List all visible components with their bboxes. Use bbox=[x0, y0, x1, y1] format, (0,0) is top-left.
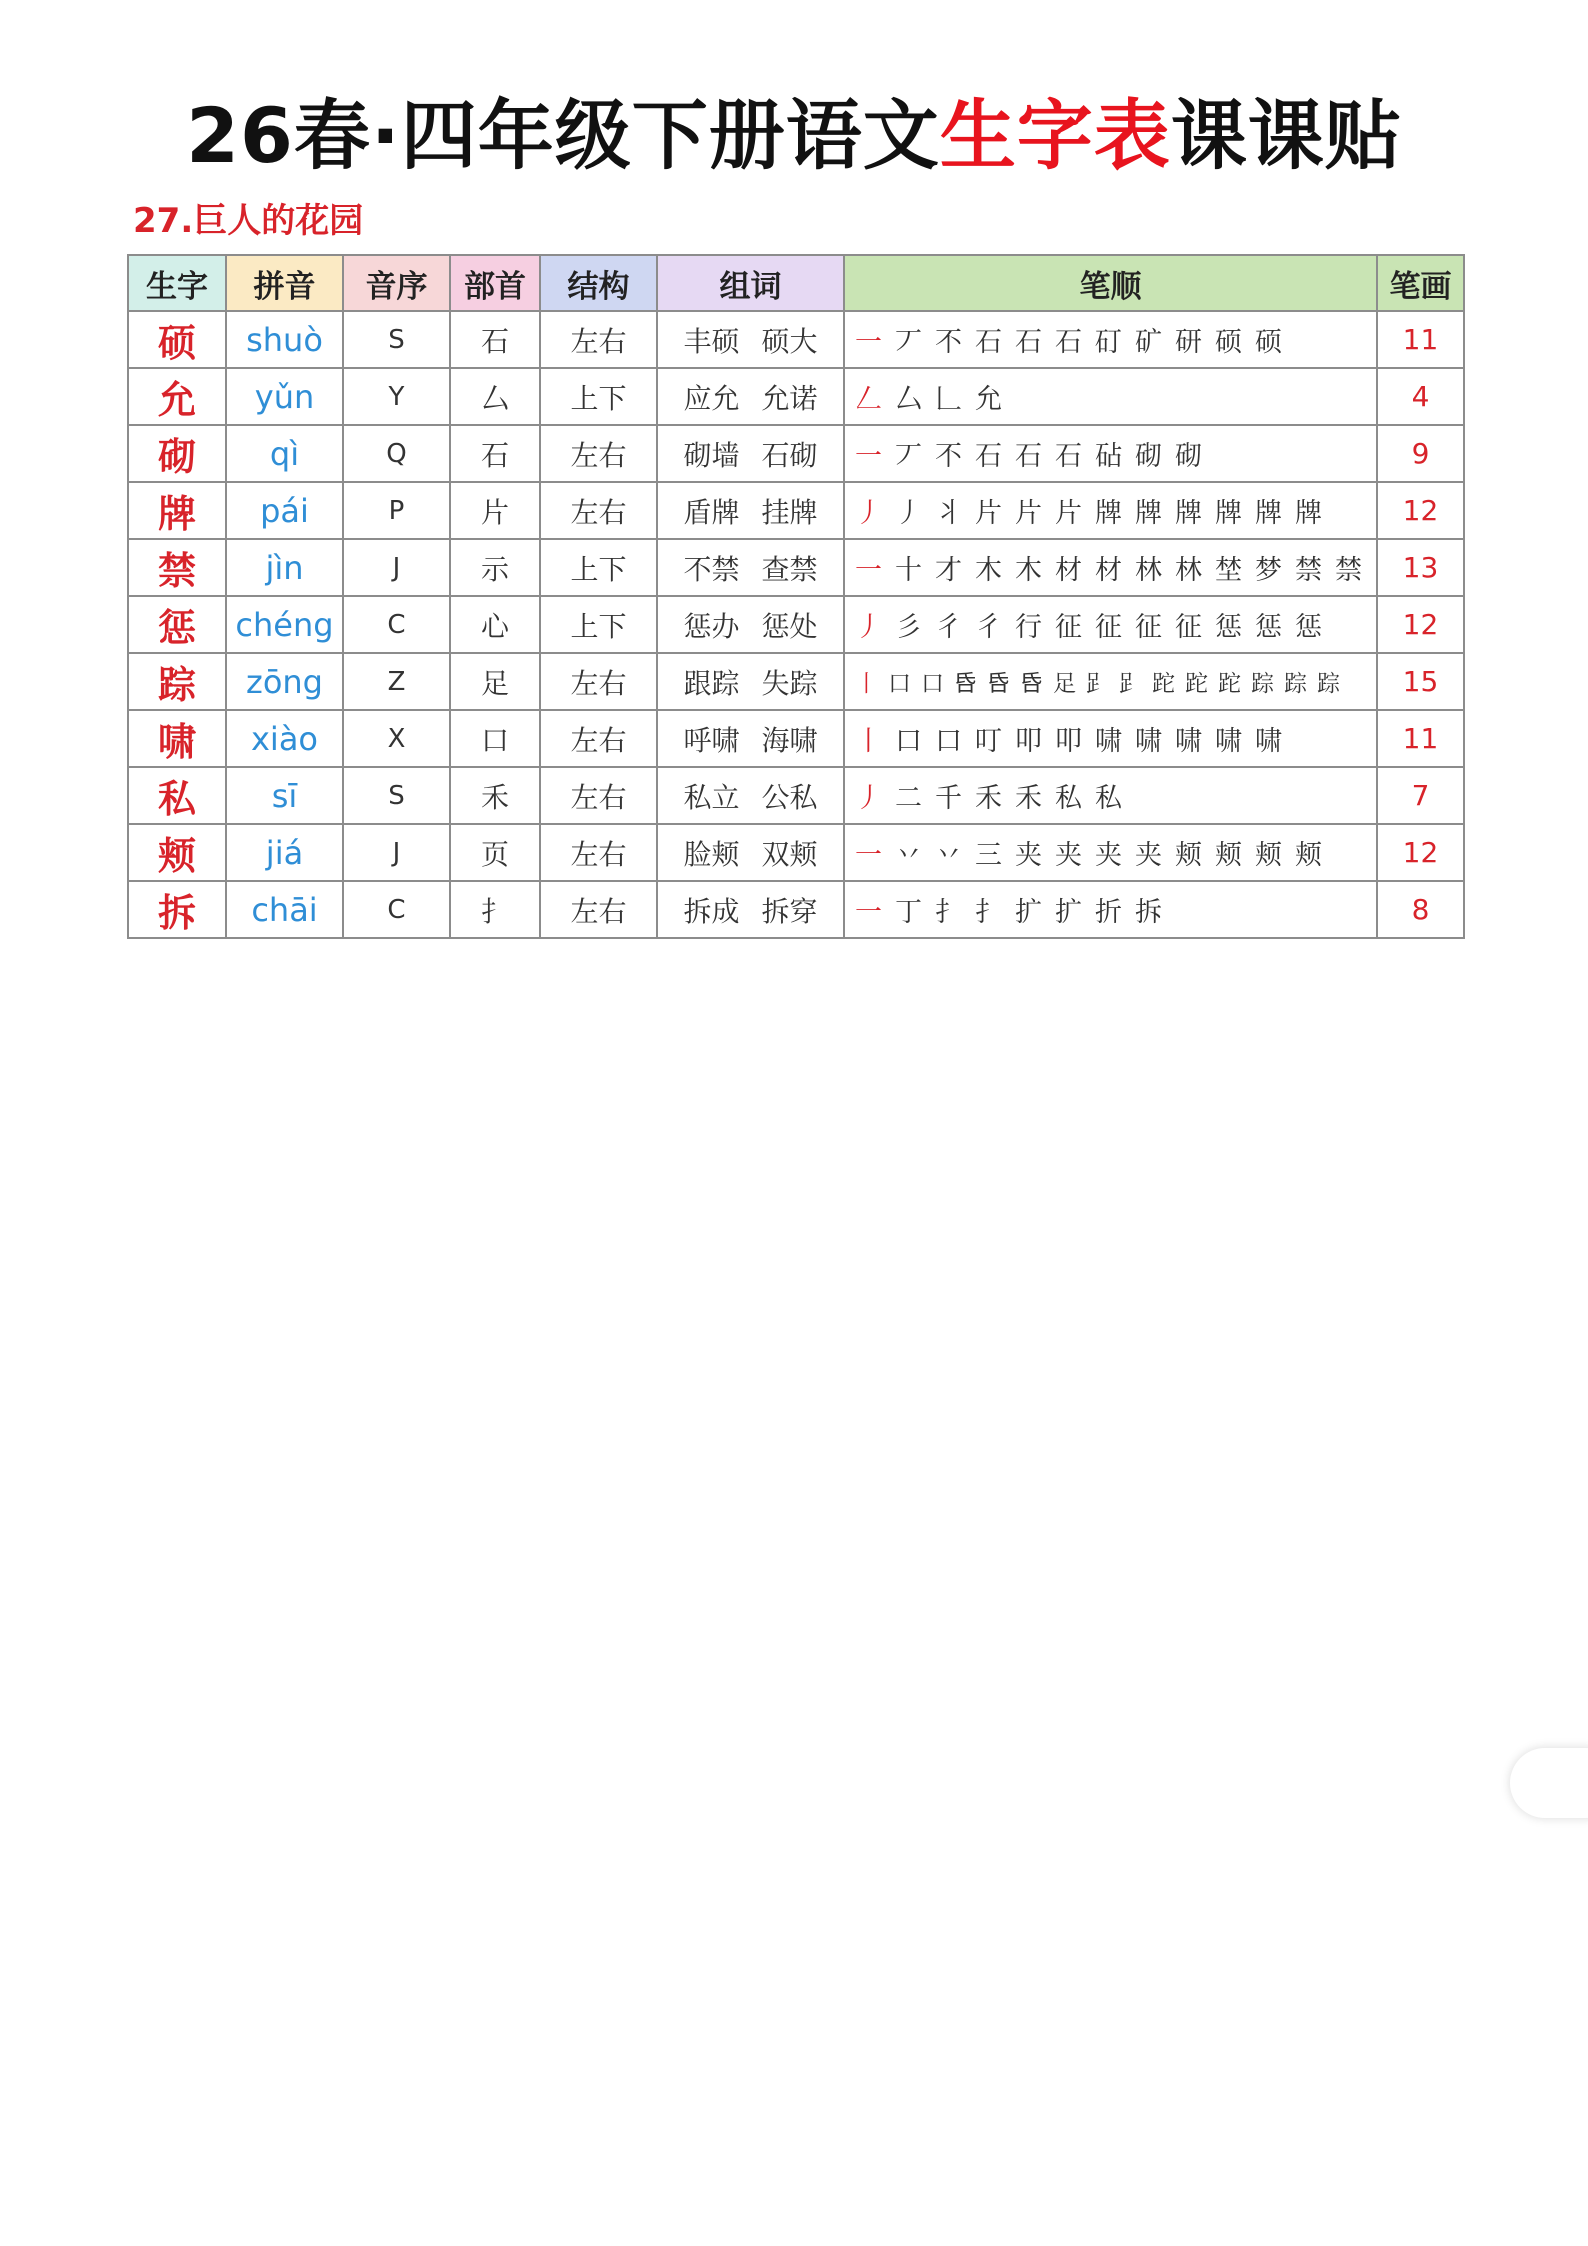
stroke-count-cell: 12 bbox=[1377, 824, 1464, 881]
stroke-step: 拆 bbox=[1135, 897, 1162, 928]
character-cell: 牌 bbox=[128, 482, 226, 539]
stroke-step: 夹 bbox=[1055, 840, 1082, 871]
stroke-step: 啸 bbox=[1175, 726, 1202, 757]
word: 应允 bbox=[683, 381, 740, 415]
phonetic-index-cell: S bbox=[343, 311, 450, 368]
structure-cell: 左右 bbox=[540, 425, 657, 482]
stroke-step: 石 bbox=[1055, 327, 1082, 358]
stroke-order-cell bbox=[844, 539, 1377, 596]
table-row bbox=[128, 596, 1464, 653]
table-row bbox=[128, 539, 1464, 596]
word: 查禁 bbox=[761, 552, 818, 586]
pinyin-cell: pái bbox=[226, 482, 343, 539]
pinyin-cell: jiá bbox=[226, 824, 343, 881]
stroke-step: 丷 bbox=[935, 840, 962, 871]
stroke-step: 口 bbox=[888, 671, 911, 697]
stroke-step: 研 bbox=[1175, 327, 1202, 358]
structure-cell: 左右 bbox=[540, 482, 657, 539]
stroke-order-cell bbox=[844, 482, 1377, 539]
radical-cell: 示 bbox=[450, 539, 540, 596]
stroke-step: 丿 bbox=[855, 783, 882, 814]
column-header: 笔顺 bbox=[844, 255, 1377, 311]
lesson-title: 27.巨人的花园 bbox=[133, 201, 364, 241]
word: 拆成 bbox=[683, 894, 740, 928]
stroke-step: 扩 bbox=[1015, 897, 1042, 928]
stroke-step: 牌 bbox=[1255, 498, 1282, 529]
stroke-step: 二 bbox=[895, 783, 922, 814]
stroke-step: 矴 bbox=[1095, 327, 1122, 358]
phonetic-index-cell: S bbox=[343, 767, 450, 824]
character-cell: 拆 bbox=[128, 881, 226, 938]
phonetic-index-cell: J bbox=[343, 824, 450, 881]
stroke-count-cell: 4 bbox=[1377, 368, 1464, 425]
character-cell: 硕 bbox=[128, 311, 226, 368]
character-cell: 惩 bbox=[128, 596, 226, 653]
stroke-step: 颊 bbox=[1295, 840, 1322, 871]
pinyin-cell: xiào bbox=[226, 710, 343, 767]
pinyin-cell: qì bbox=[226, 425, 343, 482]
stroke-step: 禁 bbox=[1295, 555, 1322, 586]
stroke-step: 𠃊 bbox=[935, 384, 962, 415]
stroke-order-cell bbox=[844, 368, 1377, 425]
table-row bbox=[128, 482, 1464, 539]
table-row bbox=[128, 425, 1464, 482]
stroke-step: 丆 bbox=[895, 327, 922, 358]
word: 呼啸 bbox=[683, 723, 740, 757]
stroke-step: 木 bbox=[975, 555, 1002, 586]
pinyin-cell: chāi bbox=[226, 881, 343, 938]
phonetic-index-cell: Y bbox=[343, 368, 450, 425]
stroke-step: 石 bbox=[1015, 327, 1042, 358]
stroke-step: 彳 bbox=[935, 612, 962, 643]
stroke-step: 允 bbox=[975, 384, 1002, 415]
pinyin-cell: yǔn bbox=[226, 368, 343, 425]
word: 不禁 bbox=[683, 552, 740, 586]
stroke-step: 颊 bbox=[1175, 840, 1202, 871]
structure-cell: 左右 bbox=[540, 881, 657, 938]
stroke-step: 叮 bbox=[975, 726, 1002, 757]
stroke-step: 扌 bbox=[935, 897, 962, 928]
stroke-step: 不 bbox=[935, 441, 962, 472]
stroke-step: 丿 bbox=[895, 498, 922, 529]
column-header: 组词 bbox=[657, 255, 844, 311]
structure-cell: 上下 bbox=[540, 368, 657, 425]
stroke-order-cell bbox=[844, 311, 1377, 368]
word: 私立 bbox=[683, 780, 740, 814]
stroke-step: 私 bbox=[1095, 783, 1122, 814]
stroke-step: 一 bbox=[855, 897, 882, 928]
stroke-step: 啸 bbox=[1255, 726, 1282, 757]
stroke-step: 林 bbox=[1175, 555, 1202, 586]
stroke-step: 口 bbox=[895, 726, 922, 757]
phonetic-index-cell: C bbox=[343, 881, 450, 938]
stroke-step: 埜 bbox=[1215, 555, 1242, 586]
words-cell bbox=[657, 653, 844, 710]
stroke-step: 惩 bbox=[1215, 612, 1242, 643]
words-cell bbox=[657, 881, 844, 938]
word: 失踪 bbox=[761, 666, 818, 700]
stroke-step: 硕 bbox=[1215, 327, 1242, 358]
phonetic-index-cell: X bbox=[343, 710, 450, 767]
stroke-step: 一 bbox=[855, 327, 882, 358]
page-title bbox=[0, 86, 1588, 186]
stroke-step: 口 bbox=[921, 671, 944, 697]
words-cell bbox=[657, 767, 844, 824]
stroke-count-cell: 11 bbox=[1377, 710, 1464, 767]
table-row bbox=[128, 653, 1464, 710]
word: 盾牌 bbox=[683, 495, 740, 529]
stroke-count-cell: 11 bbox=[1377, 311, 1464, 368]
stroke-count-cell: 9 bbox=[1377, 425, 1464, 482]
stroke-step: 𧾷 bbox=[1086, 671, 1109, 697]
word: 拆穿 bbox=[761, 894, 818, 928]
radical-cell: 页 bbox=[450, 824, 540, 881]
table-row bbox=[128, 767, 1464, 824]
word: 石砌 bbox=[761, 438, 818, 472]
stroke-order-cell bbox=[844, 653, 1377, 710]
stroke-step: 千 bbox=[935, 783, 962, 814]
words-cell bbox=[657, 482, 844, 539]
stroke-step: 𧾷 bbox=[1119, 671, 1142, 697]
table-row bbox=[128, 710, 1464, 767]
stroke-step: 砌 bbox=[1135, 441, 1162, 472]
stroke-step: 彡 bbox=[895, 612, 922, 643]
stroke-step: 牌 bbox=[1175, 498, 1202, 529]
stroke-step: 一 bbox=[855, 555, 882, 586]
stroke-step: 丬 bbox=[935, 498, 962, 529]
stroke-order-cell bbox=[844, 767, 1377, 824]
structure-cell: 左右 bbox=[540, 710, 657, 767]
character-cell: 私 bbox=[128, 767, 226, 824]
stroke-step: 颊 bbox=[1215, 840, 1242, 871]
structure-cell: 左右 bbox=[540, 824, 657, 881]
stroke-step: 一 bbox=[855, 840, 882, 871]
table-row bbox=[128, 881, 1464, 938]
stroke-step: 牌 bbox=[1295, 498, 1322, 529]
stroke-step: 才 bbox=[935, 555, 962, 586]
structure-cell: 左右 bbox=[540, 767, 657, 824]
table-body bbox=[128, 311, 1464, 938]
stroke-step: 跎 bbox=[1218, 671, 1241, 697]
word: 脸颊 bbox=[683, 837, 740, 871]
word: 海啸 bbox=[761, 723, 818, 757]
stroke-step: 木 bbox=[1015, 555, 1042, 586]
column-header: 音序 bbox=[343, 255, 450, 311]
table-row bbox=[128, 368, 1464, 425]
pinyin-cell: jìn bbox=[226, 539, 343, 596]
character-cell: 踪 bbox=[128, 653, 226, 710]
phonetic-index-cell: P bbox=[343, 482, 450, 539]
character-cell: 禁 bbox=[128, 539, 226, 596]
words-cell bbox=[657, 368, 844, 425]
words-cell bbox=[657, 824, 844, 881]
stroke-step: 折 bbox=[1095, 897, 1122, 928]
radical-cell: 石 bbox=[450, 311, 540, 368]
stroke-count-cell: 7 bbox=[1377, 767, 1464, 824]
title-highlight: 生字表 bbox=[939, 91, 1171, 180]
stroke-step: 征 bbox=[1175, 612, 1202, 643]
stroke-step: 厶 bbox=[895, 384, 922, 415]
stroke-order-cell bbox=[844, 596, 1377, 653]
word: 双颊 bbox=[761, 837, 818, 871]
stroke-step: 丿 bbox=[855, 498, 882, 529]
column-header: 生字 bbox=[128, 255, 226, 311]
stroke-step: 惩 bbox=[1255, 612, 1282, 643]
stroke-step: 跎 bbox=[1185, 671, 1208, 697]
words-cell bbox=[657, 425, 844, 482]
stroke-step: 叩 bbox=[1015, 726, 1042, 757]
stroke-step: 丁 bbox=[895, 897, 922, 928]
character-cell: 啸 bbox=[128, 710, 226, 767]
stroke-step: 一 bbox=[855, 441, 882, 472]
stroke-step: 私 bbox=[1055, 783, 1082, 814]
pinyin-cell: zōng bbox=[226, 653, 343, 710]
stroke-step: 跎 bbox=[1152, 671, 1175, 697]
stroke-order-cell bbox=[844, 824, 1377, 881]
stroke-order-cell bbox=[844, 425, 1377, 482]
stroke-step: 梦 bbox=[1255, 555, 1282, 586]
word: 硕大 bbox=[761, 324, 818, 358]
phonetic-index-cell: J bbox=[343, 539, 450, 596]
words-cell bbox=[657, 311, 844, 368]
word: 惩处 bbox=[761, 609, 818, 643]
character-cell: 允 bbox=[128, 368, 226, 425]
stroke-count-cell: 13 bbox=[1377, 539, 1464, 596]
word: 砌墙 bbox=[683, 438, 740, 472]
stroke-step: 行 bbox=[1015, 612, 1042, 643]
stroke-step: 不 bbox=[935, 327, 962, 358]
table-row bbox=[128, 311, 1464, 368]
structure-cell: 上下 bbox=[540, 596, 657, 653]
stroke-step: 啸 bbox=[1135, 726, 1162, 757]
stroke-step: 十 bbox=[895, 555, 922, 586]
stroke-step: 禾 bbox=[1015, 783, 1042, 814]
stroke-count-cell: 15 bbox=[1377, 653, 1464, 710]
stroke-step: 禁 bbox=[1335, 555, 1362, 586]
stroke-count-cell: 12 bbox=[1377, 482, 1464, 539]
column-header: 拼音 bbox=[226, 255, 343, 311]
stroke-step: 踪 bbox=[1251, 671, 1274, 697]
stroke-count-cell: 12 bbox=[1377, 596, 1464, 653]
radical-cell: 口 bbox=[450, 710, 540, 767]
structure-cell: 上下 bbox=[540, 539, 657, 596]
stroke-step: 啸 bbox=[1215, 726, 1242, 757]
stroke-step: 扩 bbox=[1055, 897, 1082, 928]
stroke-step: 三 bbox=[975, 840, 1002, 871]
radical-cell: 足 bbox=[450, 653, 540, 710]
pinyin-cell: shuò bbox=[226, 311, 343, 368]
stroke-step: 踪 bbox=[1284, 671, 1307, 697]
floating-side-button[interactable] bbox=[1510, 1748, 1588, 1818]
words-cell bbox=[657, 539, 844, 596]
word: 允诺 bbox=[761, 381, 818, 415]
stroke-step: 牌 bbox=[1095, 498, 1122, 529]
stroke-step: 夹 bbox=[1015, 840, 1042, 871]
word: 丰硕 bbox=[683, 324, 740, 358]
stroke-step: 𠯑 bbox=[954, 671, 977, 697]
stroke-step: 丆 bbox=[895, 441, 922, 472]
stroke-step: 砌 bbox=[1175, 441, 1202, 472]
radical-cell: 心 bbox=[450, 596, 540, 653]
stroke-step: 石 bbox=[975, 441, 1002, 472]
stroke-step: 片 bbox=[1015, 498, 1042, 529]
stroke-step: 足 bbox=[1053, 671, 1076, 697]
stroke-step: 惩 bbox=[1295, 612, 1322, 643]
phonetic-index-cell: Z bbox=[343, 653, 450, 710]
stroke-step: 石 bbox=[1055, 441, 1082, 472]
stroke-step: 片 bbox=[1055, 498, 1082, 529]
stroke-step: 口 bbox=[935, 726, 962, 757]
character-table bbox=[127, 254, 1465, 939]
stroke-order-cell bbox=[844, 881, 1377, 938]
phonetic-index-cell: Q bbox=[343, 425, 450, 482]
stroke-step: 林 bbox=[1135, 555, 1162, 586]
words-cell bbox=[657, 596, 844, 653]
radical-cell: 石 bbox=[450, 425, 540, 482]
pinyin-cell: chéng bbox=[226, 596, 343, 653]
stroke-step: 夹 bbox=[1095, 840, 1122, 871]
stroke-step: 𠯑 bbox=[1020, 671, 1043, 697]
stroke-step: 丿 bbox=[855, 612, 882, 643]
stroke-step: 石 bbox=[1015, 441, 1042, 472]
word: 公私 bbox=[761, 780, 818, 814]
stroke-step: 丷 bbox=[895, 840, 922, 871]
stroke-step: 扌 bbox=[975, 897, 1002, 928]
word: 挂牌 bbox=[761, 495, 818, 529]
character-cell: 砌 bbox=[128, 425, 226, 482]
stroke-step: 丨 bbox=[855, 671, 878, 697]
stroke-step: 硕 bbox=[1255, 327, 1282, 358]
stroke-order-cell bbox=[844, 710, 1377, 767]
stroke-step: 𠯑 bbox=[987, 671, 1010, 697]
stroke-step: 征 bbox=[1095, 612, 1122, 643]
radical-cell: 厶 bbox=[450, 368, 540, 425]
structure-cell: 左右 bbox=[540, 653, 657, 710]
stroke-step: 彳 bbox=[975, 612, 1002, 643]
title-suffix: 课课贴 bbox=[1170, 91, 1402, 180]
column-header: 部首 bbox=[450, 255, 540, 311]
header-row bbox=[128, 255, 1464, 311]
stroke-step: 叩 bbox=[1055, 726, 1082, 757]
stroke-step: 𠃋 bbox=[855, 384, 882, 415]
stroke-step: 征 bbox=[1135, 612, 1162, 643]
title-prefix: 26春·四年级下册语文 bbox=[186, 91, 940, 180]
phonetic-index-cell: C bbox=[343, 596, 450, 653]
stroke-step: 砧 bbox=[1095, 441, 1122, 472]
column-header: 结构 bbox=[540, 255, 657, 311]
stroke-count-cell: 8 bbox=[1377, 881, 1464, 938]
stroke-step: 片 bbox=[975, 498, 1002, 529]
stroke-step: 牌 bbox=[1135, 498, 1162, 529]
stroke-step: 夹 bbox=[1135, 840, 1162, 871]
stroke-step: 丨 bbox=[855, 726, 882, 757]
stroke-step: 牌 bbox=[1215, 498, 1242, 529]
character-cell: 颊 bbox=[128, 824, 226, 881]
radical-cell: 片 bbox=[450, 482, 540, 539]
column-header: 笔画 bbox=[1377, 255, 1464, 311]
words-cell bbox=[657, 710, 844, 767]
word: 惩办 bbox=[683, 609, 740, 643]
stroke-step: 石 bbox=[975, 327, 1002, 358]
stroke-step: 材 bbox=[1055, 555, 1082, 586]
radical-cell: 禾 bbox=[450, 767, 540, 824]
structure-cell: 左右 bbox=[540, 311, 657, 368]
stroke-step: 啸 bbox=[1095, 726, 1122, 757]
stroke-step: 矿 bbox=[1135, 327, 1162, 358]
stroke-step: 踪 bbox=[1317, 671, 1340, 697]
stroke-step: 禾 bbox=[975, 783, 1002, 814]
table-row bbox=[128, 824, 1464, 881]
radical-cell: 扌 bbox=[450, 881, 540, 938]
stroke-step: 材 bbox=[1095, 555, 1122, 586]
stroke-step: 颊 bbox=[1255, 840, 1282, 871]
pinyin-cell: sī bbox=[226, 767, 343, 824]
stroke-step: 征 bbox=[1055, 612, 1082, 643]
word: 跟踪 bbox=[683, 666, 740, 700]
